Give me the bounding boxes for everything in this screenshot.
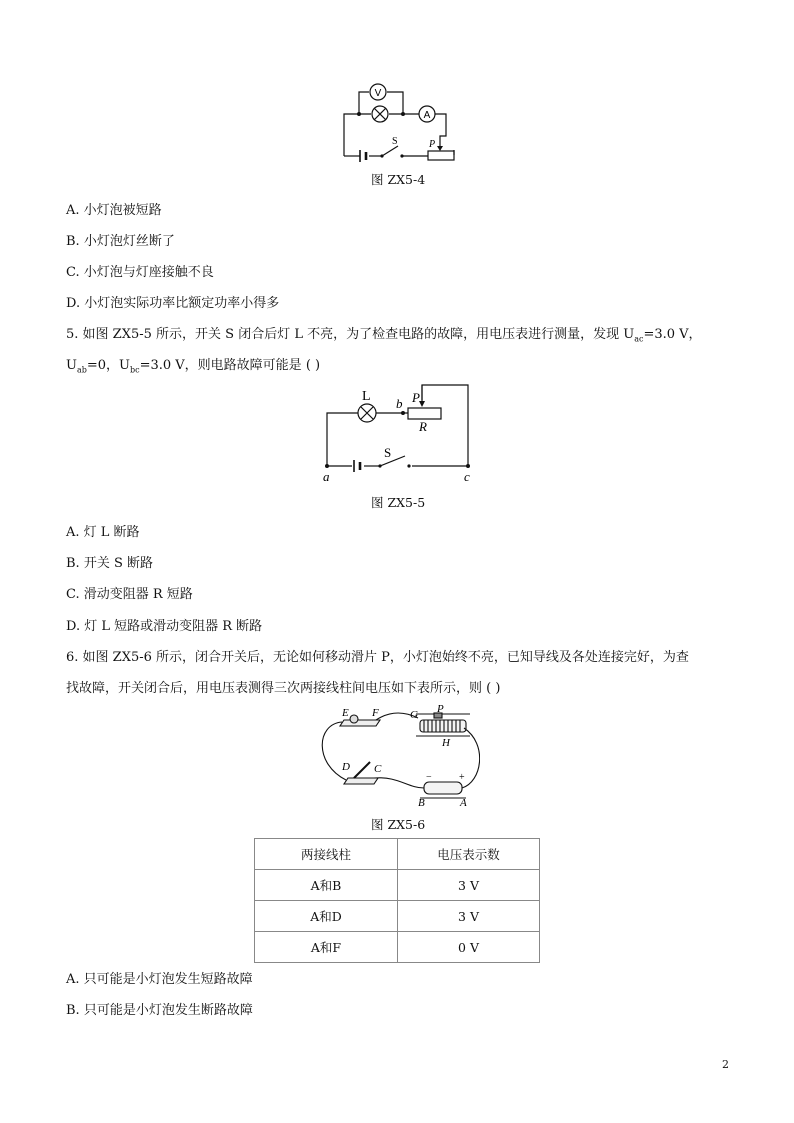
q6-stem-line1: 6. 如图 ZX5-6 所示，闭合开关后，无论如何移动滑片 P，小灯泡始终不亮，已知导线及各处连接完好，为查 bbox=[66, 650, 689, 665]
slider-label-p: P bbox=[412, 390, 420, 405]
q6-option-b: B. 只可能是小灯泡发生断路故障 bbox=[66, 1003, 253, 1018]
q4-option-b: B. 小灯泡灯丝断了 bbox=[66, 234, 175, 249]
q5-stem-line1: 5. 如图 ZX5-5 所示，开关 S 闭合后灯 L 不亮，为了检查电路的故障，用电压表进行测量，发现 $U_{ac}=3.0$ V， bbox=[66, 327, 702, 344]
table-row bbox=[255, 901, 540, 932]
table-row bbox=[255, 932, 540, 963]
battery-minus-label: − bbox=[426, 772, 432, 783]
q5-stem-line2: $U_{ab}=0$，$U_{bc}=3.0$ V，则电路故障可能是 ( ) bbox=[66, 358, 321, 375]
point-label-c: c bbox=[464, 469, 470, 484]
table-cell: A和D bbox=[255, 901, 398, 932]
table-cell: 3 V bbox=[398, 901, 540, 932]
q5-option-c: C. 滑动变阻器 R 短路 bbox=[66, 587, 193, 602]
q6-option-a: A. 只可能是小灯泡发生短路故障 bbox=[66, 972, 253, 987]
table-cell: A和B bbox=[255, 870, 398, 901]
terminal-label-g: G bbox=[410, 709, 418, 721]
point-label-a: a bbox=[323, 469, 330, 484]
q5-option-b: B. 开关 S 断路 bbox=[66, 556, 153, 571]
point-label-b: b bbox=[396, 396, 403, 411]
lamp-label-l: L bbox=[362, 389, 371, 404]
q4-option-a: A. 小灯泡被短路 bbox=[66, 203, 162, 218]
figure-caption-zx5-5: 图 ZX5-5 bbox=[371, 495, 426, 510]
q5-option-d: D. 灯 L 短路或滑动变阻器 R 断路 bbox=[66, 619, 263, 634]
q4-option-d: D. 小灯泡实际功率比额定功率小得多 bbox=[66, 296, 280, 311]
slider-label: P bbox=[429, 139, 436, 150]
circuit-figure-zx5-6 bbox=[316, 704, 480, 808]
terminal-label-d: D bbox=[342, 761, 350, 773]
terminal-label-e: E bbox=[342, 707, 349, 719]
q6-stem-line2: 找故障，开关闭合后，用电压表测得三次两接线柱间电压如下表所示，则 ( ) bbox=[66, 681, 501, 696]
table-cell: 0 V bbox=[398, 932, 540, 963]
table-cell: 3 V bbox=[398, 870, 540, 901]
voltmeter-label: V bbox=[374, 88, 382, 99]
table-header-cell: 电压表示数 bbox=[398, 839, 540, 870]
terminal-label-f: F bbox=[372, 707, 379, 719]
battery-plus-label: + bbox=[459, 772, 465, 783]
switch-label: S bbox=[392, 136, 398, 147]
circuit-figure-zx5-5 bbox=[318, 380, 478, 488]
ammeter-label: A bbox=[423, 110, 431, 121]
table-header-cell: 两接线柱 bbox=[255, 839, 398, 870]
terminal-label-a: A bbox=[460, 797, 467, 808]
q5-option-a: A. 灯 L 断路 bbox=[66, 525, 140, 540]
slider-label-p: P bbox=[437, 704, 444, 715]
table-header-row bbox=[255, 839, 540, 870]
q4-option-c: C. 小灯泡与灯座接触不良 bbox=[66, 265, 214, 280]
table-row bbox=[255, 870, 540, 901]
resistor-label-r: R bbox=[419, 419, 427, 434]
figure-caption-zx5-6: 图 ZX5-6 bbox=[371, 817, 426, 832]
figure-caption-zx5-4: 图 ZX5-4 bbox=[371, 172, 426, 187]
circuit-figure-zx5-4 bbox=[336, 78, 460, 164]
voltage-table bbox=[254, 838, 540, 963]
switch-label-s: S bbox=[384, 445, 392, 460]
page-number: 2 bbox=[722, 1058, 729, 1071]
terminal-label-b: B bbox=[418, 797, 425, 808]
terminal-label-c: C bbox=[374, 763, 382, 775]
table-cell: A和F bbox=[255, 932, 398, 963]
terminal-label-h: H bbox=[442, 737, 450, 749]
